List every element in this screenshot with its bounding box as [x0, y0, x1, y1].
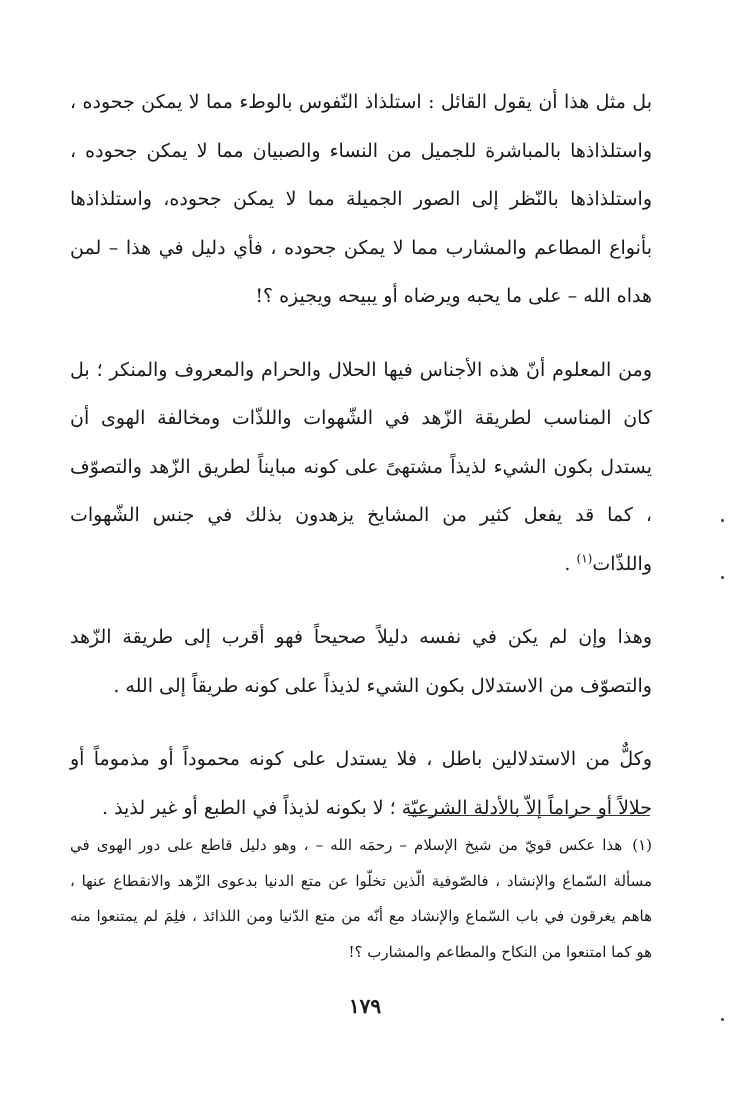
footnote	[70, 828, 652, 970]
footnote-number: (١)	[632, 836, 652, 854]
paragraph-4: وكلٌّ من الاستدلالين باطل ، فلا يستدل على كونه محموداً أو مذموماً أو حلالاً أو حراماً إلاّ بالأدلة الشرعيّة ؛ لا بكونه لذيذاً في الطبع أو غير لذيذ .	[70, 748, 652, 819]
footnote-text: هذا عكس قويّ من شيخ الإسلام – رحمَه الله – ، وهو دليل قاطع على دور الهوى في مسألة السّماع والإنشاد ، فالصّوفية الّذين تخلّوا عن متع الدنيا بدعوى الزّهد والانقطاع عنها ، هاهم يغرقون في باب السّماع والإنشاد مع أنّه من متع الدّنيا ومن اللذائذ ، فلِمَ لم يمتنعوا منه هو كما امتنعوا من النكاح والمطاعم والمشارب ؟!	[70, 836, 652, 961]
page-number: ١٧٩	[348, 994, 382, 1018]
margin-mark	[721, 519, 724, 522]
paragraph-2-text: ومن المعلوم أنّ هذه الأجناس فيها الحلال والحرام والمعروف والمنكر ؛ بل كان المناسب لطريقة الزّهد في الشّهوات واللذّات ومخالفة الهوى أن يستدل بكون الشيء لذيذاً مشتهىً على كونه مبايناً لطريق الزّهد والتصوّف ، كما قد يفعل كثير من المشايخ يزهدون بذلك في جنس الشّهوات واللذّات	[70, 358, 652, 575]
footnote-reference: (١)	[576, 551, 593, 566]
paragraph-2	[70, 346, 652, 589]
main-text	[70, 78, 652, 832]
margin-mark	[721, 576, 724, 579]
paragraph-2-end: .	[564, 552, 577, 575]
margin-mark	[721, 1018, 724, 1021]
footnote-separator	[408, 815, 650, 816]
paragraph-1: بل مثل هذا أن يقول القائل : استلذاذ النّفوس بالوطء مما لا يمكن جحوده ، واستلذاذها بالمباشرة للجميل من النساء والصبيان مما لا يمكن جحوده ، واستلذاذها بالنّظر إلى الصور الجميلة مما لا يمكن جحوده، واستلذاذها بأنواع المطاعم والمشارب مما لا يمكن جحوده ، فأي دليل في هذا – لمن هداه الله – على ما يحبه ويرضاه أو يبيحه ويجيزه ؟!	[70, 91, 652, 307]
paragraph-3: وهذا وإن لم يكن في نفسه دليلاً صحيحاً فهو أقرب إلى طريقة الزّهد والتصوّف من الاستدلال بكون الشيء لذيذاً على كونه طريقاً إلى الله .	[70, 626, 652, 697]
